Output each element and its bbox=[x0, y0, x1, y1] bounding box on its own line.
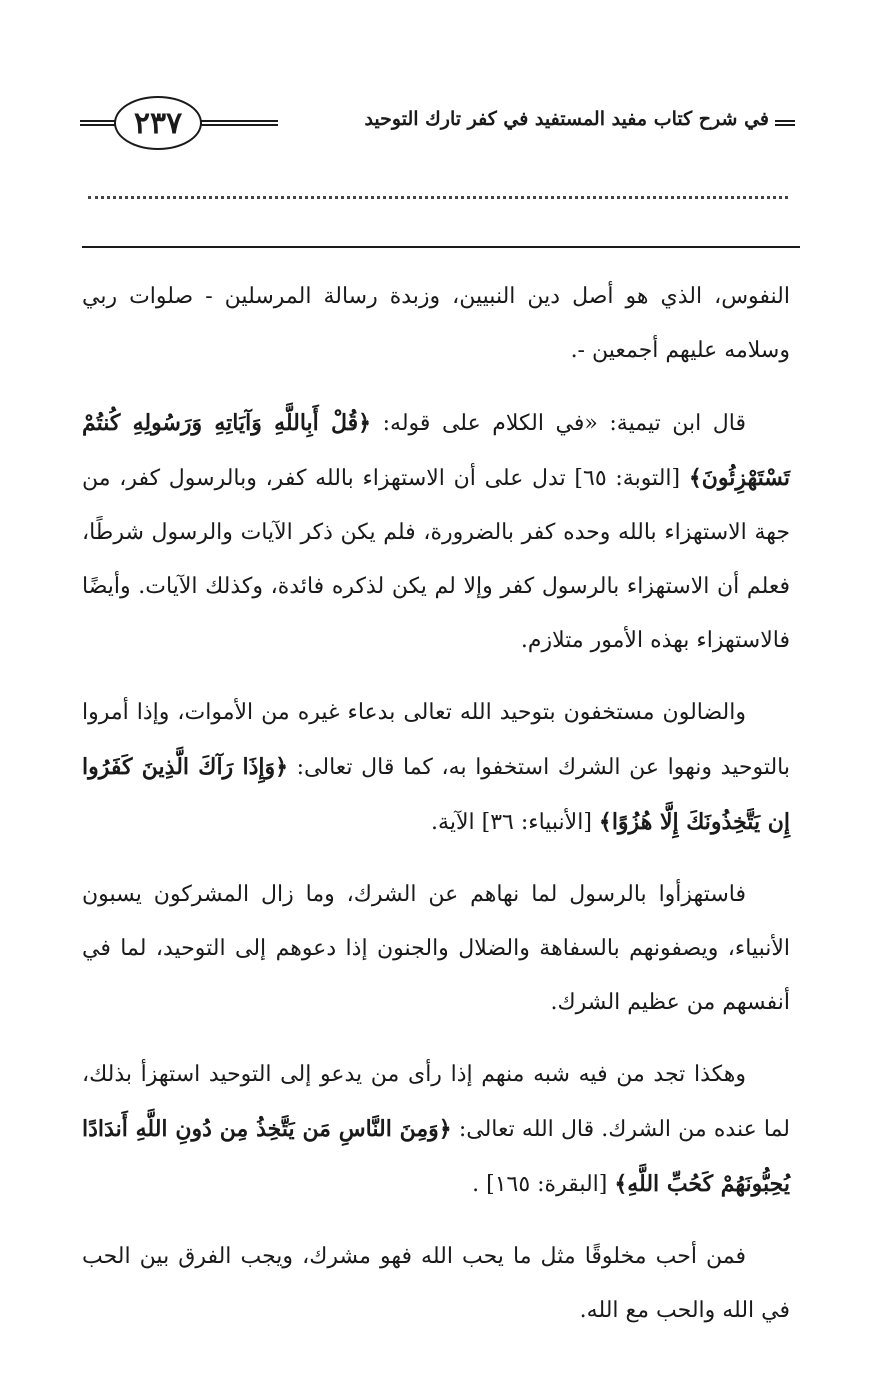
page-number: ٢٣٧ bbox=[133, 105, 183, 141]
paragraph-text: والضالون مستخفون بتوحيد الله تعالى بدعاء غيره من الأموات، وإذا أمروا بالتوحيد ونهوا عن الشرك استخفوا به، كما قال تعالى: bbox=[82, 700, 790, 780]
body-paragraph bbox=[82, 1230, 790, 1338]
paragraph-text: قال ابن تيمية: «في الكلام على قوله: bbox=[371, 411, 747, 436]
body-paragraph bbox=[82, 270, 790, 378]
body-paragraph bbox=[82, 686, 790, 850]
body-paragraph bbox=[82, 1048, 790, 1212]
header-rule-left-inner bbox=[198, 120, 278, 126]
paragraph-text: [البقرة: ١٦٥] . bbox=[472, 1172, 615, 1197]
header-rule-right bbox=[775, 120, 795, 126]
body-paragraph bbox=[82, 396, 790, 668]
dotted-separator bbox=[88, 196, 788, 199]
page-header bbox=[80, 88, 795, 168]
paragraph-text: [التوبة: ٦٥] تدل على أن الاستهزاء بالله كفر، وبالرسول كفر، من جهة الاستهزاء بالله وحده كفر بالضرورة، فلم يكن ذكر الآيات والرسول شرطًا، فعلم أن الاستهزاء بالرسول كفر وإلا لم يكن لذكره فائدة، وكذلك الآيات. وأيضًا فالاستهزاء بهذه الأمور متلازم. bbox=[82, 466, 790, 653]
page-number-oval bbox=[114, 96, 202, 150]
page-body bbox=[82, 270, 790, 1356]
running-title: في شرح كتاب مفيد المستفيد في كفر تارك التوحيد bbox=[364, 108, 769, 130]
body-paragraph bbox=[82, 868, 790, 1030]
paragraph-text: وهكذا تجد من فيه شبه منهم إذا رأى من يدعو إلى التوحيد استهزأ بذلك، لما عنده من الشرك. قال الله تعالى: bbox=[82, 1062, 790, 1142]
paragraph-text: [الأنبياء: ٣٦] الآية. bbox=[431, 810, 599, 835]
quran-verse: ﴿وَمِنَ النَّاسِ مَن يَتَّخِذُ مِن دُونِ اللَّهِ أَندَادًا يُحِبُّونَهُمْ كَحُبِّ اللَّهِ﴾ bbox=[82, 1116, 790, 1197]
paragraph-text: فمن أحب مخلوقًا مثل ما يحب الله فهو مشرك، ويجب الفرق بين الحب في الله والحب مع الله. bbox=[82, 1244, 790, 1323]
paragraph-text: النفوس، الذي هو أصل دين النبيين، وزبدة رسالة المرسلين - صلوات ربي وسلامه عليهم أجمعين -. bbox=[82, 284, 790, 363]
body-top-rule bbox=[82, 246, 800, 248]
quran-verse: ﴿قُلْ أَبِاللَّهِ وَآيَاتِهِ وَرَسُولِهِ كُنتُمْ تَسْتَهْزِئُونَ﴾ bbox=[82, 410, 791, 491]
quran-verse: ﴿وَإِذَا رَآكَ الَّذِينَ كَفَرُوا إِن يَتَّخِذُونَكَ إِلَّا هُزُوًا﴾ bbox=[82, 754, 790, 835]
paragraph-text: فاستهزأوا بالرسول لما نهاهم عن الشرك، وما زال المشركون يسبون الأنبياء، ويصفونهم بالسفاهة والضلال والجنون إذا دعوهم إلى التوحيد، لما في أنفسهم من عظيم الشرك. bbox=[82, 882, 790, 1015]
